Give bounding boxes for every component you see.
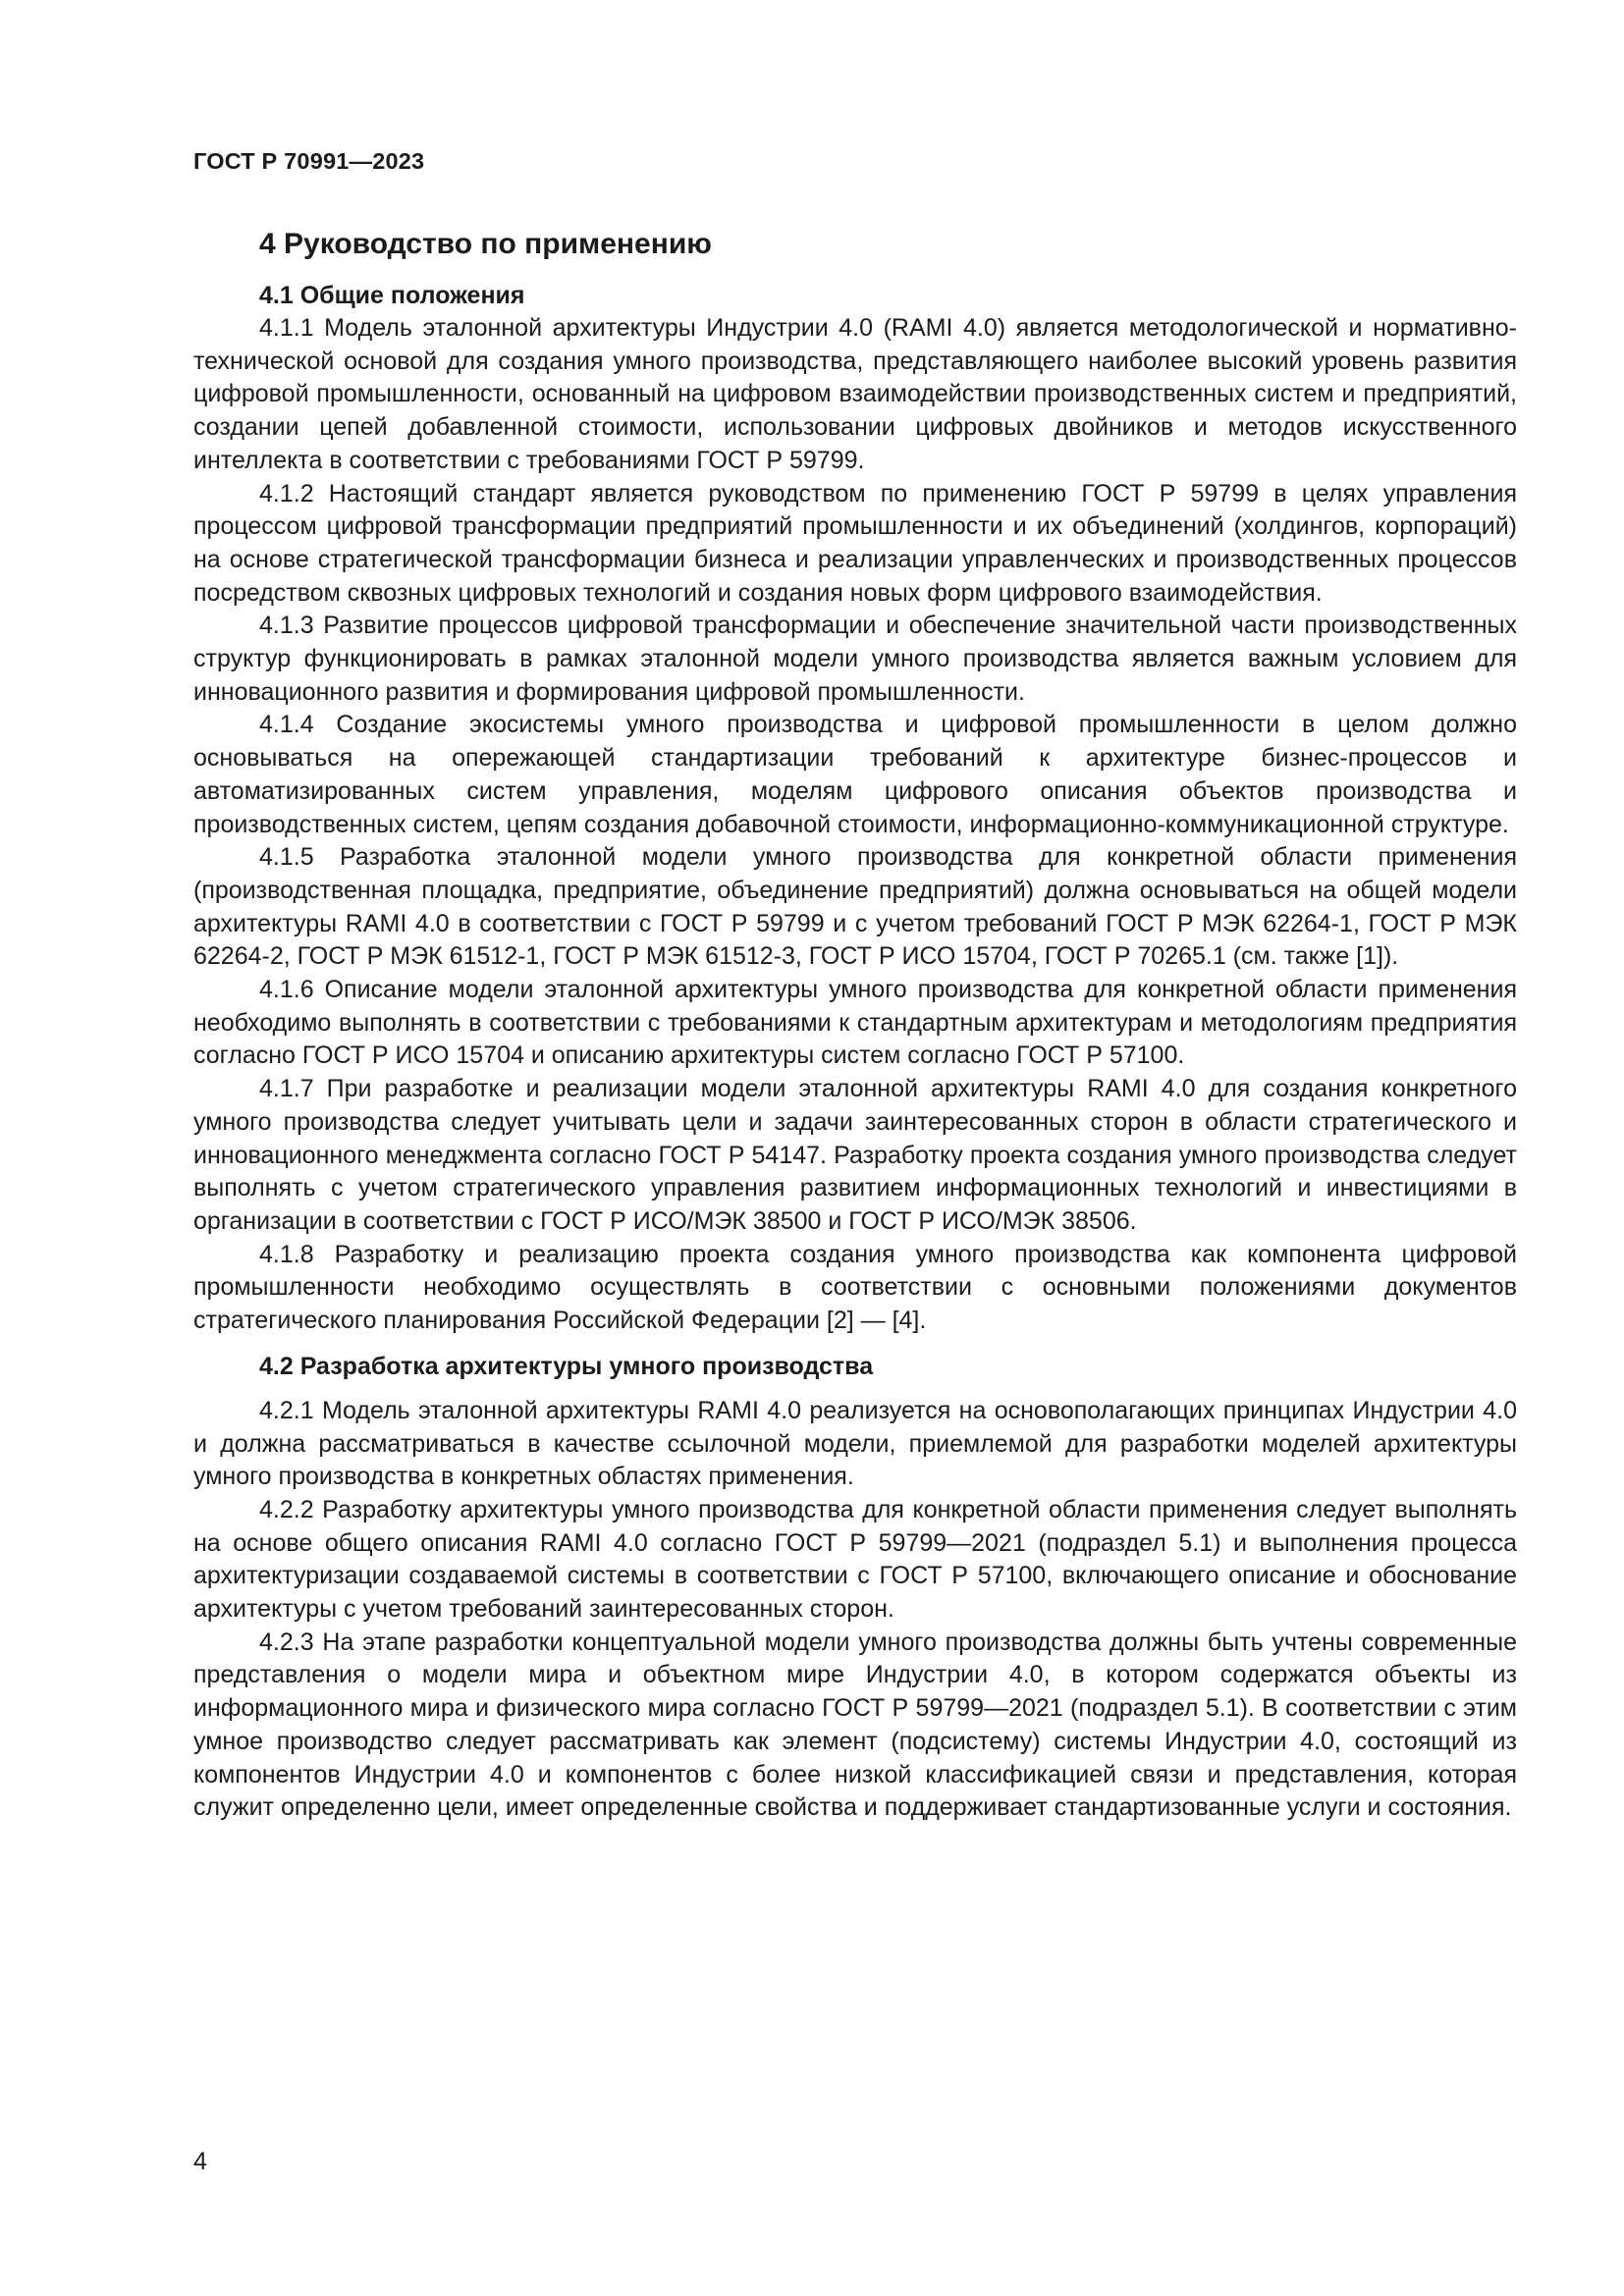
paragraph-4-2-1: 4.2.1 Модель эталонной архитектуры RAMI 4.0 реализуется на основополагающих принципах Индустрии 4.0 и должна рассматриваться в качестве ссылочной модели, приемлемой для разработки моделей архитектуры умного производства в конкретных областях применения. [193,1396,1517,1491]
page-number: 4 [193,2148,207,2175]
paragraph-4-1-8: 4.1.8 Разработку и реализацию проекта создания умного производства как компонента цифровой промышленности необходимо осуществлять в соответствии с основными положениями документов стратегического планирования Российской Федерации [2] — [4]. [193,1240,1517,1335]
subsection-title-4-2: 4.2 Разработка архитектуры умного производства [259,1352,874,1380]
document-code-header: ГОСТ Р 70991—2023 [193,148,425,174]
paragraph-4-2-3: 4.2.3 На этапе разработки концептуальной модели умного производства должны быть учтены современные представления о модели мира и объектном мире Индустрии 4.0, в котором содержатся объекты из информационного мира и физического мира согласно ГОСТ Р 59799—2021 (подраздел 5.1). В соответствии с этим умное производство следует рассматривать как элемент (подсистему) системы Индустрии 4.0, состоящий из компонентов Индустрии 4.0 и компонентов с более низкой классификацией связи и представления, которая служит определенно цели, имеет определенные свойства и поддерживает стандартизованные услуги и состояния. [193,1628,1517,1822]
paragraph-4-1-6: 4.1.6 Описание модели эталонной архитектуры умного производства для конкретной области применения необходимо выполнять в соответствии с требованиями к стандартным архитектурам и методологиям предприятия согласно ГОСТ Р ИСО 15704 и описанию архитектуры систем согласно ГОСТ Р 57100. [193,976,1517,1070]
paragraph-4-1-3: 4.1.3 Развитие процессов цифровой трансформации и обеспечение значительной части производственных структур функционировать в рамках эталонной модели умного производства является важным условием для инновационного развития и формирования цифровой промышленности. [193,612,1517,706]
subsection-title-4-1: 4.1 Общие положения [259,282,525,309]
paragraph-4-1-1: 4.1.1 Модель эталонной архитектуры Индустрии 4.0 (RAMI 4.0) является методологической и нормативно-технической основой для создания умного производства, представляющего наиболее высокий уровень развития цифровой промышленности, основанный на цифровом взаимодействии производственных систем и предприятий, создании цепей добавленной стоимости, использовании цифровых двойников и методов искусственного интеллекта в соответствии с требованиями ГОСТ Р 59799. [193,314,1517,474]
paragraph-4-1-5: 4.1.5 Разработка эталонной модели умного производства для конкретной области применения (производственная площадка, предприятие, объединение предприятий) должна основываться на общей модели архитектуры RAMI 4.0 в соответствии с ГОСТ Р 59799 и с учетом требований ГОСТ Р МЭК 62264-1, ГОСТ Р МЭК 62264-2, ГОСТ Р МЭК 61512-1, ГОСТ Р МЭК 61512-3, ГОСТ Р ИСО 15704, ГОСТ Р 70265.1 (см. также [1]). [193,843,1517,971]
paragraph-4-1-4: 4.1.4 Создание экосистемы умного производства и цифровой промышленности в целом должно основываться на опережающей стандартизации требований к архитектуре бизнес-процессов и автоматизированных систем управления, моделям цифрового описания объектов производства и производственных систем, цепям создания добавочной стоимости, информационно-коммуникационной структуре. [193,711,1517,838]
paragraph-4-2-2: 4.2.2 Разработку архитектуры умного производства для конкретной области применения следует выполнять на основе общего описания RAMI 4.0 согласно ГОСТ Р 59799—2021 (подраздел 5.1) и выполнения процесса архитектуризации создаваемой системы в соответствии с ГОСТ Р 57100, включающего описание и обоснование архитектуры с учетом требований заинтересованных сторон. [193,1495,1517,1624]
page-content [193,226,1517,1825]
paragraph-4-1-2: 4.1.2 Настоящий стандарт является руководством по применению ГОСТ Р 59799 в целях управления процессом цифровой трансформации предприятий промышленности и их объединений (холдингов, корпораций) на основе стратегической трансформации бизнеса и реализации управленческих и производственных процессов посредством сквозных цифровых технологий и создания новых форм цифрового взаимодействия. [193,479,1517,607]
paragraph-4-1-7: 4.1.7 При разработке и реализации модели эталонной архитектуры RAMI 4.0 для создания конкретного умного производства следует учитывать цели и задачи заинтересованных сторон в области стратегического и инновационного менеджмента согласно ГОСТ Р 54147. Разработку проекта создания умного производства следует выполнять с учетом стратегического управления развитием информационных технологий и инвестициями в организации в соответствии с ГОСТ Р ИСО/МЭК 38500 и ГОСТ Р ИСО/МЭК 38506. [193,1075,1517,1235]
section-title: 4 Руководство по применению [259,228,712,260]
